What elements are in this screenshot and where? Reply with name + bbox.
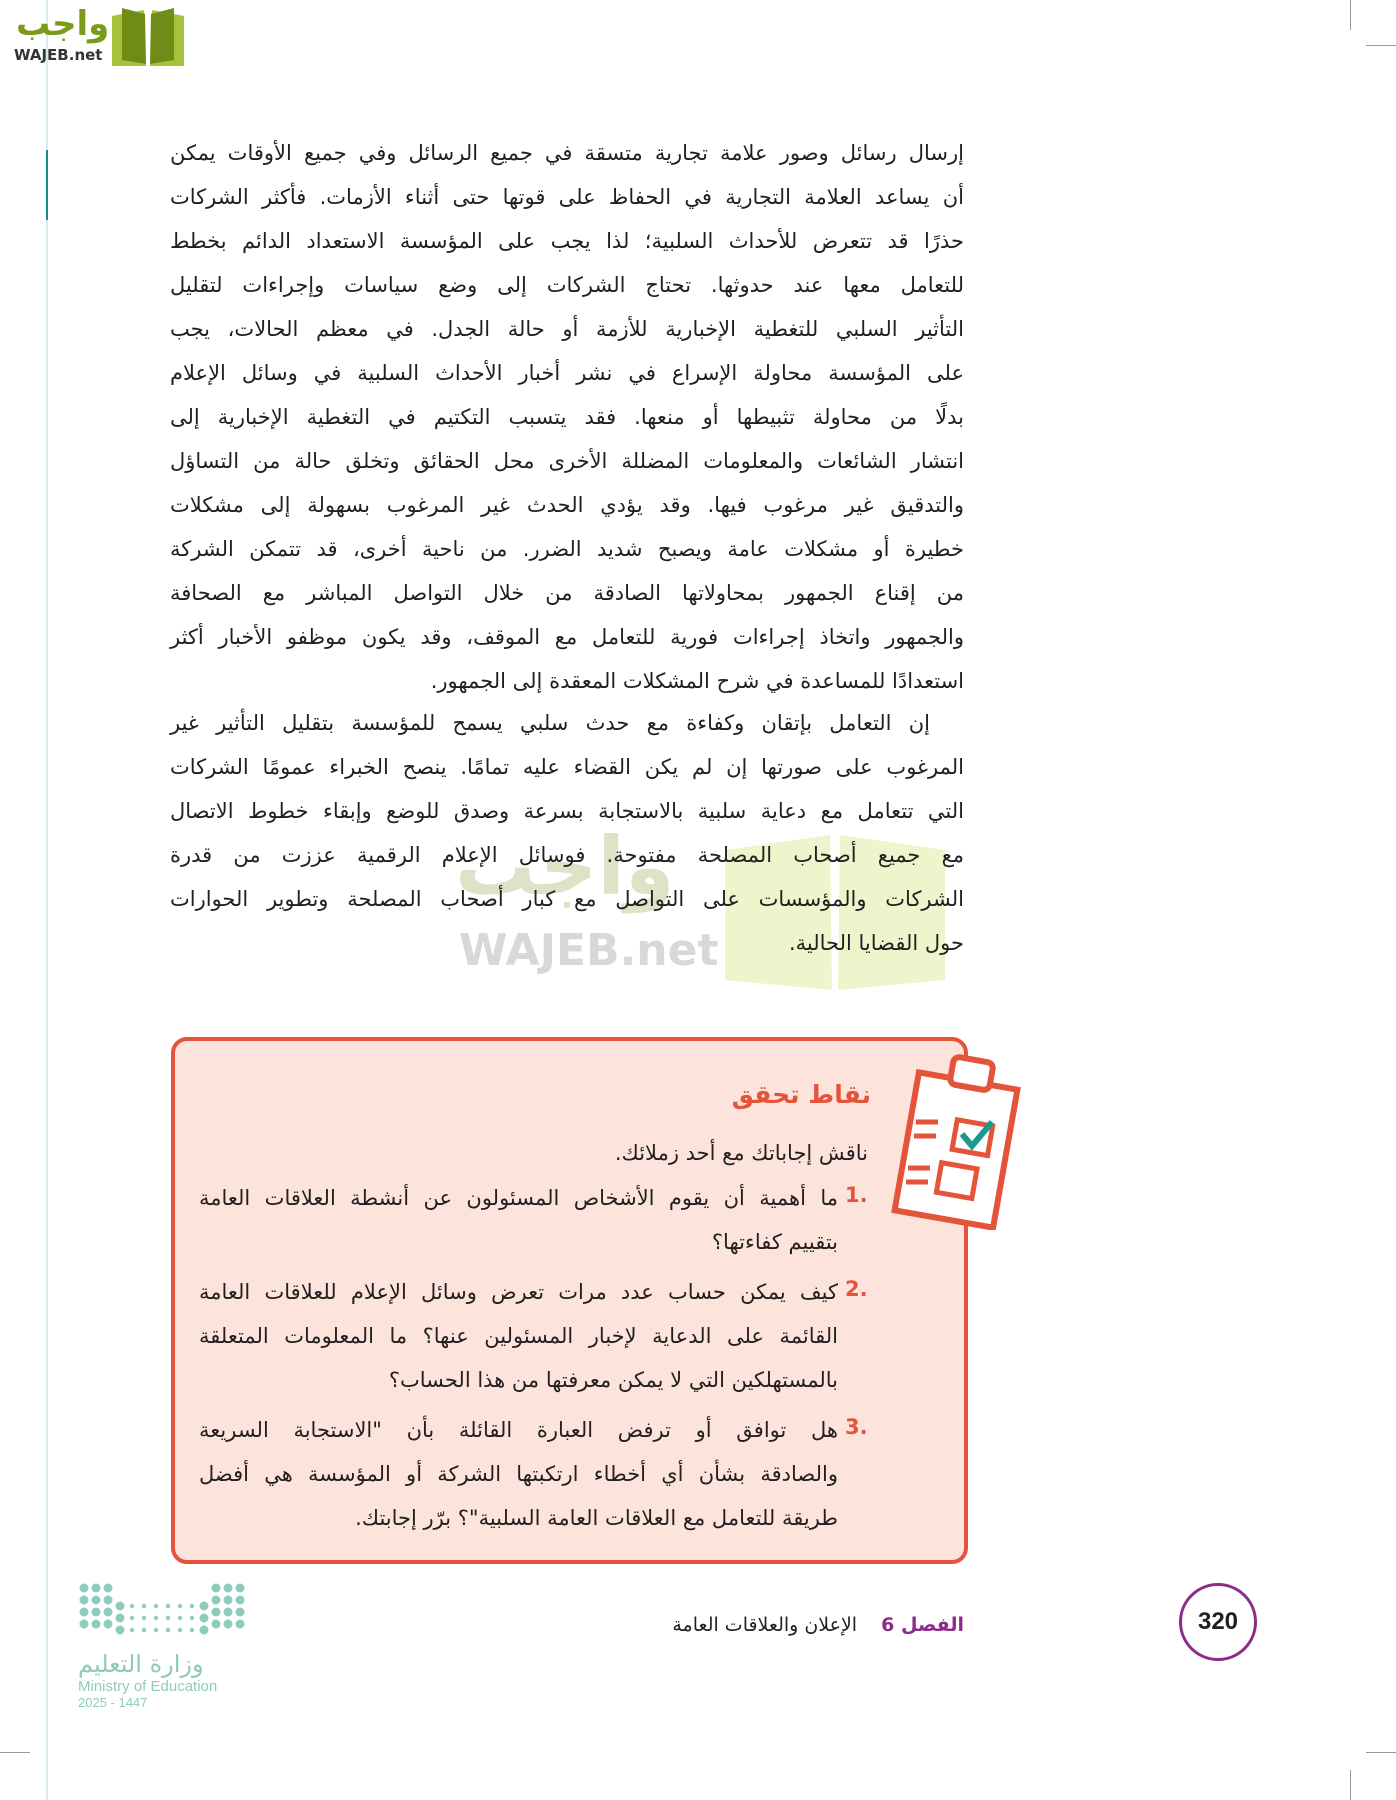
dot	[212, 1596, 221, 1605]
wajeb-logo	[8, 4, 188, 68]
text-line: حول القضايا الحالية.	[788, 931, 964, 955]
dot	[224, 1608, 233, 1617]
dot	[142, 1628, 146, 1632]
watermark-arabic: واجب	[455, 820, 675, 913]
ministry-logo	[78, 1582, 248, 1722]
question-line: والصادقة بشأن أي أخطاء ارتكبتها الشركة أو المؤسسة هي أفضل	[199, 1462, 838, 1486]
crop-mark	[1366, 1752, 1396, 1753]
dot	[200, 1626, 209, 1635]
dot	[200, 1614, 209, 1623]
text-line: المرغوب على صورتها إن لم يكن القضاء عليه تمامًا. ينصح الخبراء عمومًا الشركات	[170, 755, 964, 779]
text-line: إن التعامل بإتقان وكفاءة مع حدث سلبي يسمح للمؤسسة بتقليل التأثير غير	[170, 711, 930, 735]
text-line: التأثير السلبي للتغطية الإخبارية للأزمة أو حالة الجدل. في معظم الحالات، يجب	[170, 317, 964, 341]
ministry-year: 2025 - 1447	[78, 1695, 148, 1710]
dot	[200, 1602, 209, 1611]
logo-latin: WAJEB.net	[14, 46, 103, 64]
dot	[178, 1604, 182, 1608]
dot	[224, 1620, 233, 1629]
text-line: أن يساعد العلامة التجارية في الحفاظ على قوتها حتى أثناء الأزمات. فأكثر الشركات	[170, 185, 964, 209]
text-line: الشركات والمؤسسات على التواصل مع كبار أصحاب المصلحة وتطوير الحوارات	[170, 887, 964, 911]
watermark-latin: WAJEB.net	[459, 925, 719, 976]
page-number-circle	[1179, 1583, 1257, 1661]
dot	[166, 1628, 170, 1632]
dot	[142, 1616, 146, 1620]
dot	[142, 1604, 146, 1608]
dot	[236, 1608, 245, 1617]
question-line: بتقييم كفاءتها؟	[711, 1230, 838, 1254]
question-line: بالمستهلكين التي لا يمكن معرفتها من هذا الحساب؟	[388, 1368, 838, 1392]
text-line: حذرًا قد تتعرض للأحداث السلبية؛ لذا يجب على المؤسسة الاستعداد الدائم بخطط	[170, 229, 964, 253]
dot	[80, 1620, 89, 1629]
dot	[212, 1620, 221, 1629]
dot	[190, 1628, 194, 1632]
dot	[116, 1614, 125, 1623]
chapter-footer	[672, 1614, 964, 1636]
dot	[166, 1616, 170, 1620]
dot	[154, 1616, 158, 1620]
dot	[236, 1620, 245, 1629]
dot	[92, 1596, 101, 1605]
dot	[80, 1584, 89, 1593]
crop-mark	[0, 1752, 30, 1753]
checkpoints-intro: ناقش إجاباتك مع أحد زملائك.	[614, 1141, 868, 1165]
dot	[130, 1604, 134, 1608]
book-icon	[108, 4, 188, 68]
text-line: التي تتعامل مع دعاية سلبية بالاستجابة بسرعة وصدق للوضع وإبقاء خطوط الاتصال	[170, 799, 964, 823]
margin-line-accent	[46, 150, 48, 220]
text-line: والتدقيق غير مرغوب فيها. وقد يؤدي الحدث غير المرغوب بسهولة إلى مشكلات	[170, 493, 964, 517]
ministry-dots-icon	[78, 1582, 248, 1638]
crop-mark	[1350, 1770, 1351, 1800]
question-number: 1.	[845, 1183, 868, 1207]
dot	[104, 1596, 113, 1605]
question-line: كيف يمكن حساب عدد مرات تعرض وسائل الإعلام للعلاقات العامة	[199, 1280, 838, 1304]
dot	[92, 1620, 101, 1629]
chapter-label: الفصل 6	[881, 1614, 964, 1636]
ministry-english: Ministry of Education	[78, 1678, 218, 1695]
dot	[130, 1616, 134, 1620]
question-line: القائمة على الدعاية لإخبار المسئولين عنها؟ ما المعلومات المتعلقة	[199, 1324, 838, 1348]
dot	[104, 1608, 113, 1617]
dot	[92, 1608, 101, 1617]
dot	[190, 1604, 194, 1608]
dot	[178, 1628, 182, 1632]
crop-mark	[1366, 45, 1396, 46]
dot	[80, 1596, 89, 1605]
question-line: ما أهمية أن يقوم الأشخاص المسئولون عن أنشطة العلاقات العامة	[199, 1186, 838, 1210]
text-line: على المؤسسة محاولة الإسراع في نشر أخبار الأحداث السلبية في وسائل الإعلام	[170, 361, 964, 385]
question-line: هل توافق أو ترفض العبارة القائلة بأن "الاستجابة السريعة	[199, 1418, 838, 1442]
dot	[116, 1626, 125, 1635]
question-line: طريقة للتعامل مع العلاقات العامة السلبية"؟ برّر إجابتك.	[355, 1506, 838, 1530]
dot	[154, 1628, 158, 1632]
dot	[92, 1584, 101, 1593]
dot	[236, 1584, 245, 1593]
dot	[166, 1604, 170, 1608]
margin-line	[46, 0, 48, 1800]
dot	[154, 1604, 158, 1608]
dot	[236, 1596, 245, 1605]
dot	[104, 1620, 113, 1629]
text-line: بدلًا من محاولة تثبيطها أو منعها. فقد يتسبب التكتيم في التغطية الإخبارية إلى	[170, 405, 964, 429]
page-number: 320	[1197, 1608, 1239, 1635]
dot	[130, 1628, 134, 1632]
text-line: للتعامل معها عند حدوثها. تحتاج الشركات إلى وضع سياسات وإجراءات لتقليل	[170, 273, 964, 297]
text-line: مع جميع أصحاب المصلحة مفتوحة. فوسائل الإعلام الرقمية عززت من قدرة	[170, 843, 964, 867]
chapter-title: الإعلان والعلاقات العامة	[672, 1614, 858, 1636]
logo-arabic: واجب	[16, 4, 110, 44]
dot	[190, 1616, 194, 1620]
dot	[116, 1602, 125, 1611]
dot	[212, 1608, 221, 1617]
clipboard-checklist-icon	[890, 1050, 1025, 1230]
text-line: استعدادًا للمساعدة في شرح المشكلات المعقدة إلى الجمهور.	[430, 669, 964, 693]
text-line: من إقناع الجمهور بمحاولاتها الصادقة من خلال التواصل المباشر مع الصحافة	[170, 581, 964, 605]
crop-mark	[1350, 0, 1351, 30]
dot	[224, 1584, 233, 1593]
question-number: 2.	[845, 1277, 868, 1301]
dot	[104, 1584, 113, 1593]
checkpoints-title: نقاط تحقق	[731, 1080, 871, 1109]
dot	[178, 1616, 182, 1620]
text-line: انتشار الشائعات والمعلومات المضللة الأخرى محل الحقائق وتخلق حالة من التساؤل	[170, 449, 964, 473]
question-number: 3.	[845, 1415, 868, 1439]
dot	[212, 1584, 221, 1593]
text-line: إرسال رسائل وصور علامة تجارية متسقة في جميع الرسائل وفي جميع الأوقات يمكن	[170, 141, 964, 165]
text-line: خطيرة أو مشكلات عامة ويصبح شديد الضرر. من ناحية أخرى، قد تتمكن الشركة	[170, 537, 964, 561]
text-line: والجمهور واتخاذ إجراءات فورية للتعامل مع الموقف، وقد يكون موظفو الأخبار أكثر	[170, 625, 964, 649]
dot	[224, 1596, 233, 1605]
ministry-arabic: وزارة التعليم	[78, 1650, 204, 1678]
dot	[80, 1608, 89, 1617]
